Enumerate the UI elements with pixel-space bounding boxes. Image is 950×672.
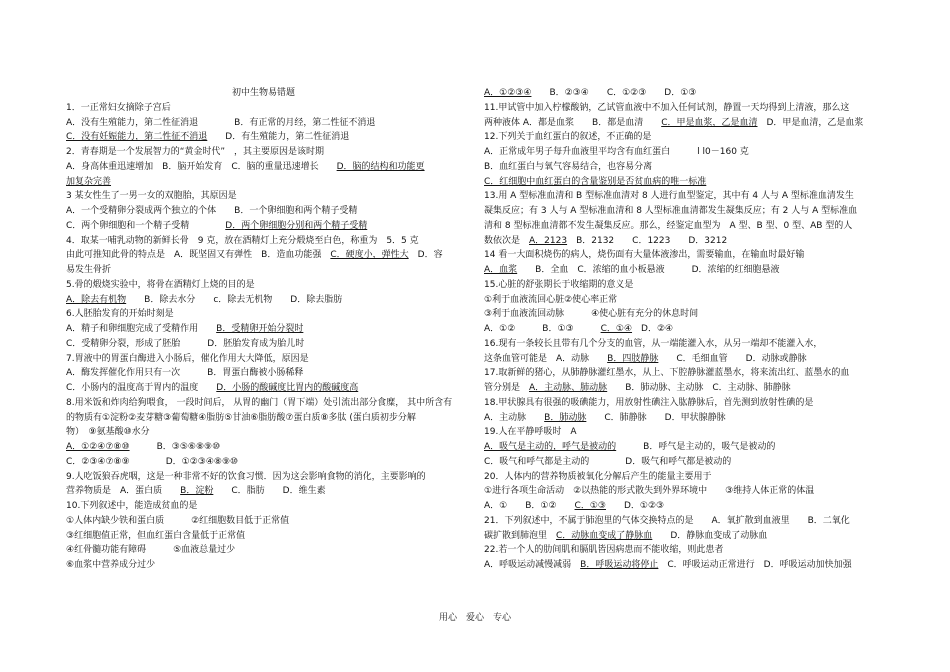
text-run: 由此可推知此骨的特点是 A．既坚固又有弹性 B．造血功能强 [66,250,331,261]
text-run: 1．一正常妇女摘除子宫后 [66,102,171,113]
text-line [484,455,896,470]
text-line [66,234,478,249]
text-line [66,116,478,131]
underlined-answer: C．①③ [574,501,606,511]
text-line [484,116,896,131]
left-question-lines [66,101,478,573]
text-run: B．肺动脉、主动脉 C．主动脉、肺静脉 [607,383,791,393]
text-line [66,130,478,145]
text-run: 这条血管可能是 A．动脉 [484,353,608,364]
underlined-answer: D．脑的结构和功能更 [336,161,425,172]
text-run: 9.人吃饭狼吞虎咽，这是一种非常不好的饮食习惯．因为这会影响食物的消化，主要影响的 [66,471,426,482]
text-run: 17.取新鲜的猪心，从肺静脉灌红墨水，从上、下腔静脉灌蓝墨水，将来流出红、蓝墨水的血 [484,368,850,379]
text-line [66,425,478,440]
text-line [66,514,478,529]
text-run: D．①②③ [605,501,665,511]
document-title: 初中生物易错题 [232,88,296,98]
text-run: 营养物质是 A．蛋白质 [66,486,181,497]
underlined-answer: B．肺动脉 [544,412,587,423]
text-run: C．呼吸运动正常进行 D．呼吸运动加快加强 [658,560,852,570]
text-run: C．受精卵分裂，形成了胚胎 D．胚胎发育成为胎儿时 [66,338,305,349]
text-line [484,322,896,337]
text-line [66,396,478,411]
text-line [484,425,896,440]
text-run: 碳扩散到肺泡里 [484,530,557,541]
text-line [66,248,478,263]
underlined-answer: B．四肢静脉 [607,353,659,364]
text-line [66,204,478,219]
text-line [484,337,896,352]
text-run: ③红细胞值正常，但血红蛋白含量低于正常值 [66,530,246,541]
text-run: ⑥血浆中营养成分过少 [66,560,156,570]
text-run: 20．人体内的营养物质被氧化分解后产生的能量主要用于 [484,471,712,482]
text-run: A．一个受精卵分裂成两个独立的个体 B．一个卵细胞和两个精子受精 [66,206,358,216]
text-line [484,411,896,426]
text-line [66,455,478,470]
text-line [484,101,896,116]
text-run: D．②④ [632,324,674,334]
text-run: 16.现有一条较长且带有几个分支的血管，从一端能灌入水，从另一端却不能灌入水， [484,338,823,349]
text-line [66,366,478,381]
text-run: B．②③④ C．①②③ D．①③ [531,88,697,98]
underlined-answer: A．2123 [529,235,568,246]
text-run: ③利于血液流回动脉 ④使心脏有充分的休息时间 [484,309,699,320]
text-run: C．②③④⑦⑧⑨ D．①②③④⑧⑨⑩ [66,456,239,467]
text-run: 10.下列叙述中，能造成贫血的是 [66,501,198,511]
left-column [66,86,478,573]
text-line [484,529,896,544]
text-line [66,499,478,514]
text-line [484,440,896,455]
text-line [66,543,478,558]
text-run: A．身高体重迅速增加 B．脑开始发育 C．脑的重量迅速增长 [66,161,337,172]
text-run: C．肺静脉 D．甲状腺静脉 [586,412,726,423]
text-line [484,293,896,308]
text-line [484,263,896,278]
underlined-answer: D．小肠的酸碱度比胃内的酸碱度高 [216,383,359,393]
text-run: B．血红蛋白与氧气容易结合，也容易分离 [484,161,653,172]
text-run: A．正常成年男子每升血液里平均含有血红蛋白 l l0－160 克 [484,147,749,157]
underlined-answer: A．主动脉、肺动脉 [529,383,608,393]
text-line [484,204,896,219]
text-line [484,248,896,263]
text-run: ①人体内缺少铁和蛋白质 ②红细胞数目低于正常值 [66,515,290,526]
text-line [66,278,478,293]
text-line [66,175,478,190]
text-run: 2．青春期是一个发展智力的“黄金时代” ，其主要原因是该时期 [66,147,325,157]
text-run: C．小肠内的温度高于胃内的温度 [66,383,217,393]
text-line [484,366,896,381]
text-run: ④红骨髓功能有障碍 ⑤血液总量过少 [66,545,236,556]
text-line [484,484,896,499]
text-run: 7.胃液中的胃蛋白酶进入小肠后，催化作用大大降低，原因是 [66,353,309,364]
text-line [66,529,478,544]
text-run: 14 看一大面积烧伤的病人，烧伤面有大量体液渗出，需要输血，在输血时最好输 [484,250,805,261]
text-run: C．吸气和呼气都是主动的 D．吸气和呼气都是被动的 [484,456,732,467]
text-line [484,175,896,190]
text-run: 21．下列叙述中，不属于肺泡里的气体交换特点的是 A．氧扩散到血液里 B．二氧化 [484,515,850,526]
text-run: B．全血 C．浓缩的血小板悬液 D．浓缩的红细胞悬液 [517,265,780,275]
text-line [484,145,896,160]
right-question-lines [484,86,896,573]
text-line [66,322,478,337]
underlined-answer: C．没有妊娠能力，第二性征不消退 [66,132,208,143]
text-line [66,189,478,204]
text-line [66,440,478,455]
text-run: B．2132 C．1223 D．3212 [567,235,728,246]
text-line [484,189,896,204]
text-line [484,558,896,573]
text-run: 22.若一个人的肋间肌和膈肌皆因病患而不能收缩，则此患者 [484,545,724,556]
text-line [484,543,896,558]
text-run: 12.下列关于血红蛋白的叙述，不正确的是 [484,132,652,143]
underlined-answer: 加复杂完善 [66,176,112,187]
text-run: A．主动脉 [484,412,545,423]
text-line [66,558,478,573]
text-line [484,234,896,249]
page-footer: 用心 爱心 专心 [438,613,511,623]
text-run: ①进行各项生命活动 ②以热能的形式散失到外界环境中 ③维持人体正常的体温 [484,486,815,497]
text-line [66,101,478,116]
text-run: 凝集反应；有 3 人与 A 型标准血清和 8 人型标准血清都发生凝集反应；有 2 人与 A 型标准血 [484,206,858,216]
text-line [484,499,896,514]
text-line [66,381,478,396]
text-line [66,160,478,175]
text-line [66,293,478,308]
text-run: 11.甲试管中加入柠檬酸钠，乙试管血液中不加入任何试剂，静置一天均得到上清液，那么这 [484,102,850,113]
text-run: B．③⑤⑥⑧⑨⑩ [129,442,221,452]
text-line [484,470,896,485]
text-run: D．静脉血变成了动脉血 [652,530,768,541]
text-run: D．容 [408,250,443,261]
text-run: 易发生骨折 [66,265,112,275]
text-line [66,263,478,278]
text-line [484,307,896,322]
text-run: 4．取某一哺乳动物的新鲜长骨 9 克，放在酒精灯上充分煅烧至白色，称重为 5．5 克 [66,235,419,246]
text-line [484,219,896,234]
underlined-answer: C．甲是血浆，乙是血清 [661,117,758,128]
text-run: A．①② B．①③ [484,324,601,334]
text-line [66,337,478,352]
underlined-answer: A．除去有机物 [66,294,127,305]
underlined-answer: C．动脉血变成了静脉血 [556,530,653,541]
text-run: 管分别是 [484,383,530,393]
underlined-answer: A．血浆 [484,265,518,275]
text-run: 物） ⑨氨基酸⑩水分 [66,427,150,438]
underlined-answer: C．红细胞中血红蛋白的含量鉴别是否贫血病的唯一标准 [484,176,707,187]
text-line [484,514,896,529]
underlined-answer: D．两个卵细胞分别和两个精子受精 [225,220,368,231]
text-line [484,160,896,175]
text-run: A．呼吸运动减慢减弱 [484,560,581,570]
underlined-answer: B．呼吸运动将停止 [580,560,659,570]
text-run: B．除去水分 c．除去无机物 D．除去脂肪 [126,294,343,305]
text-line [484,352,896,367]
text-run: 8.用米饭和炸肉给狗喂食， 一段时间后， 从胃的幽门（胃下端）处引流出部分食糜， 其中所含有 [66,397,453,408]
text-line [66,411,478,426]
underlined-answer: C．硬度小，弹性大 [330,250,409,261]
text-run: 数依次是 [484,235,530,246]
text-run: 清和 8 型标准血清都不发生凝集反应。那么，经鉴定血型为 A 型、B 型、0 型、AB 型的人 [484,220,853,231]
text-run: 15.心脏的舒张期长于收缩期的意义是 [484,279,634,290]
text-line [66,352,478,367]
text-run: A．① B．①② [484,501,575,511]
text-run: A．没有生殖能力，第二性征消退 B．有正常的月经，第二性征不消退 [66,117,376,128]
underlined-answer: C．①④ [600,324,633,334]
right-column [484,86,896,573]
underlined-answer: B．受精卵开始分裂时 [216,324,304,334]
text-run: B．呼气是主动的，吸气是被动的 [616,442,776,452]
text-run: 3 某女性生了一男一女的双胞胎，其原因是 [66,191,237,202]
text-run: 两种液体 A．都是血浆 B．都是血清 [484,117,662,128]
text-line [66,470,478,485]
text-run: C．毛细血管 D．动脉或静脉 [658,353,807,364]
text-line [484,381,896,396]
text-run: C．两个卵细胞和一个精子受精 [66,220,226,231]
underlined-answer: A．①②④⑦⑧⑩ [66,442,130,452]
text-run: C．脂肪 D．维生素 [213,486,326,497]
text-line [66,145,478,160]
text-run: 6.人胚胎发育的开始时刻是 [66,309,174,320]
text-run: D．有生殖能力，第二性征消退 [207,132,350,143]
text-run: D．甲是血清，乙是血浆 [757,117,864,128]
text-line [66,219,478,234]
text-run: 的物质有①淀粉②麦芽糖③葡萄糖④脂肪⑤甘油⑥脂肪酸⑦蛋白质⑧多肽 (蛋白质初步分解 [66,412,416,423]
text-line [66,484,478,499]
text-run: 13.用 A 型标准血清和 B 型标准血清对 8 人进行血型鉴定，其中有 4 人与 A 型标准血清发生 [484,191,854,202]
text-line [484,396,896,411]
text-run: 19.人在平静呼吸时 A [484,427,577,438]
underlined-answer: A．吸气是主动的，呼气是被动的 [484,442,617,452]
text-run: 5.骨的煅烧实验中，将骨在酒精灯上烧的目的是 [66,279,255,290]
underlined-answer: B．淀粉 [180,486,214,497]
text-run: ①利于血液流回心脏②使心率正常 [484,294,618,305]
text-run: 18.甲状腺具有很强的吸碘能力，用放射性碘注入肱静脉后，首先测到放射性碘的是 [484,397,814,408]
text-run: A．精子和卵细胞完成了受精作用 [66,324,217,334]
text-run: A．酶发挥催化作用只有一次 B．胃蛋白酶被小肠稀释 [66,368,304,379]
text-line [484,278,896,293]
text-line [484,86,896,101]
text-line [66,307,478,322]
underlined-answer: A．①②③④ [484,88,532,98]
text-line [484,130,896,145]
